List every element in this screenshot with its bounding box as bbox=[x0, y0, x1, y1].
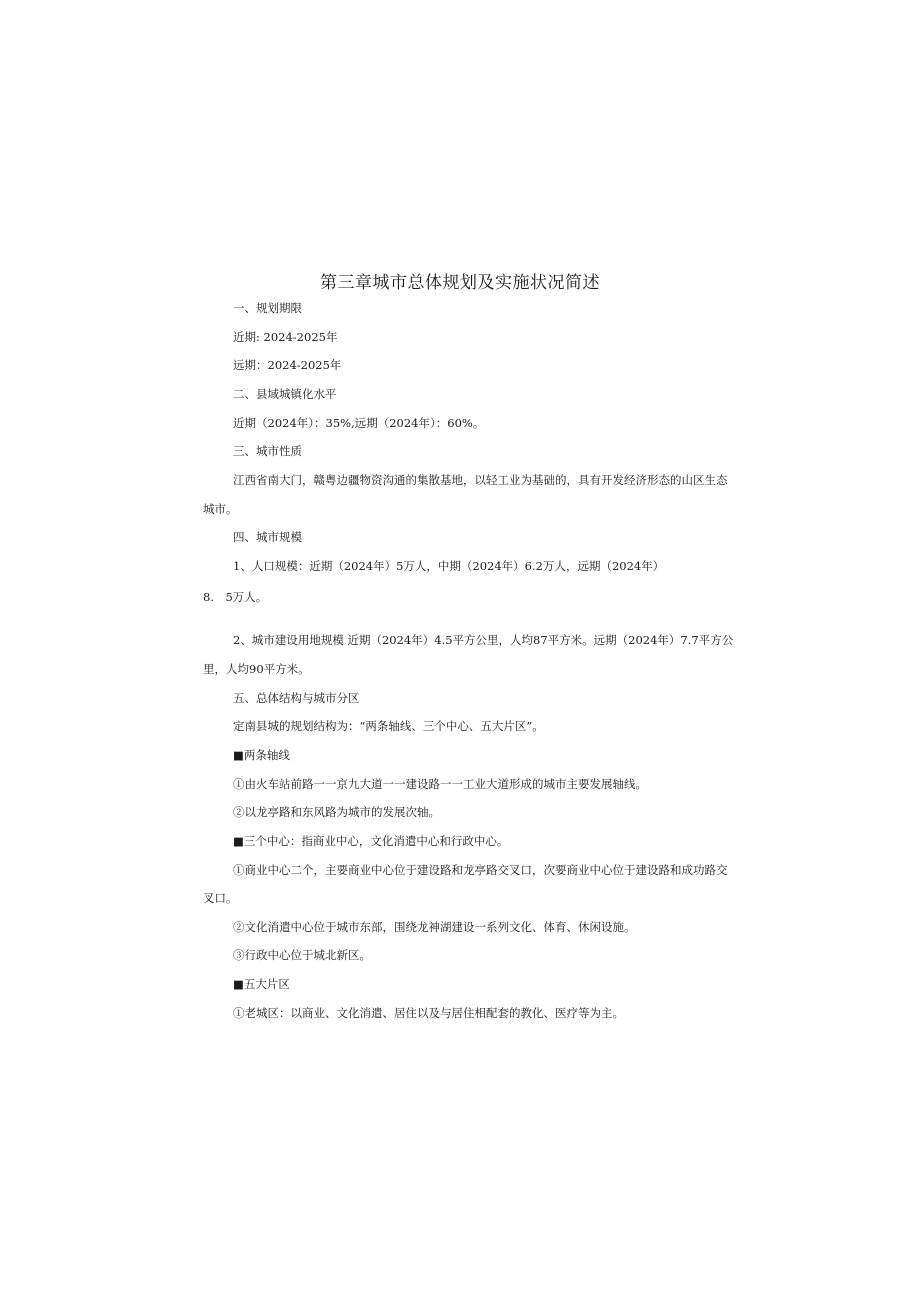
section-heading-planning-period: 一、规划期限 bbox=[233, 301, 302, 315]
bullet-five-districts: ■五大片区 bbox=[233, 977, 290, 991]
city-nature-paragraph-cont: 城市。 bbox=[203, 502, 238, 516]
bullet-three-centers: ■三个中心：指商业中心，文化消遣中心和行政中心。 bbox=[233, 834, 509, 848]
land-use-scale-cont: 里，人均90平方米。 bbox=[203, 662, 310, 676]
bullet-two-axes: ■两条轴线 bbox=[233, 748, 290, 762]
planning-structure: 定南县城的规划结构为：“两条轴线、三个中心、五大片区”。 bbox=[233, 719, 544, 733]
commercial-center: ①商业中心二个，主要商业中心位于建设路和龙亭路交叉口，次要商业中心位于建设路和成功路交 bbox=[233, 863, 728, 877]
section-heading-city-scale: 四、城市规模 bbox=[233, 530, 302, 544]
culture-center: ②文化消遣中心位于城市东部，围绕龙神湖建设一系列文化、体育、休闲设施。 bbox=[233, 920, 636, 934]
main-axis: ①由火车站前路一一京九大道一一建设路一一工业大道形成的城市主要发展轴线。 bbox=[233, 777, 647, 791]
population-scale: 1、人口规模：近期（2024年）5万人，中期（2024年）6.2万人，远期（2024年） bbox=[233, 559, 665, 573]
land-use-scale: 2、城市建设用地规模 近期（2024年）4.5平方公里，人均87平方米。远期（2024年）7.7平方公 bbox=[233, 633, 734, 647]
commercial-center-cont: 叉口。 bbox=[203, 891, 238, 905]
section-heading-urbanization: 二、县域城镇化水平 bbox=[233, 387, 337, 401]
long-term-period: 远期：2024-2025年 bbox=[233, 358, 342, 372]
population-scale-cont: 8. 5万人。 bbox=[203, 590, 268, 604]
city-nature-paragraph: 江西省南大门，赣粤边疆物资沟通的集散基地，以轻工业为基础的，具有开发经济形态的山区生态 bbox=[233, 473, 728, 487]
chapter-title: 第三章城市总体规划及实施状况简述 bbox=[320, 273, 600, 293]
near-term-period: 近期: 2024-2025年 bbox=[233, 330, 338, 344]
urbanization-rates: 近期（2024年）：35%,远期（2024年）：60%。 bbox=[233, 416, 485, 430]
old-town-district: ①老城区：以商业、文化消遣、居住以及与居住相配套的教化、医疗等为主。 bbox=[233, 1006, 624, 1020]
admin-center: ③行政中心位于城北新区。 bbox=[233, 948, 371, 962]
section-heading-structure: 五、总体结构与城市分区 bbox=[233, 691, 360, 705]
secondary-axis: ②以龙亭路和东风路为城市的发展次轴。 bbox=[233, 805, 440, 819]
section-heading-city-nature: 三、城市性质 bbox=[233, 444, 302, 458]
